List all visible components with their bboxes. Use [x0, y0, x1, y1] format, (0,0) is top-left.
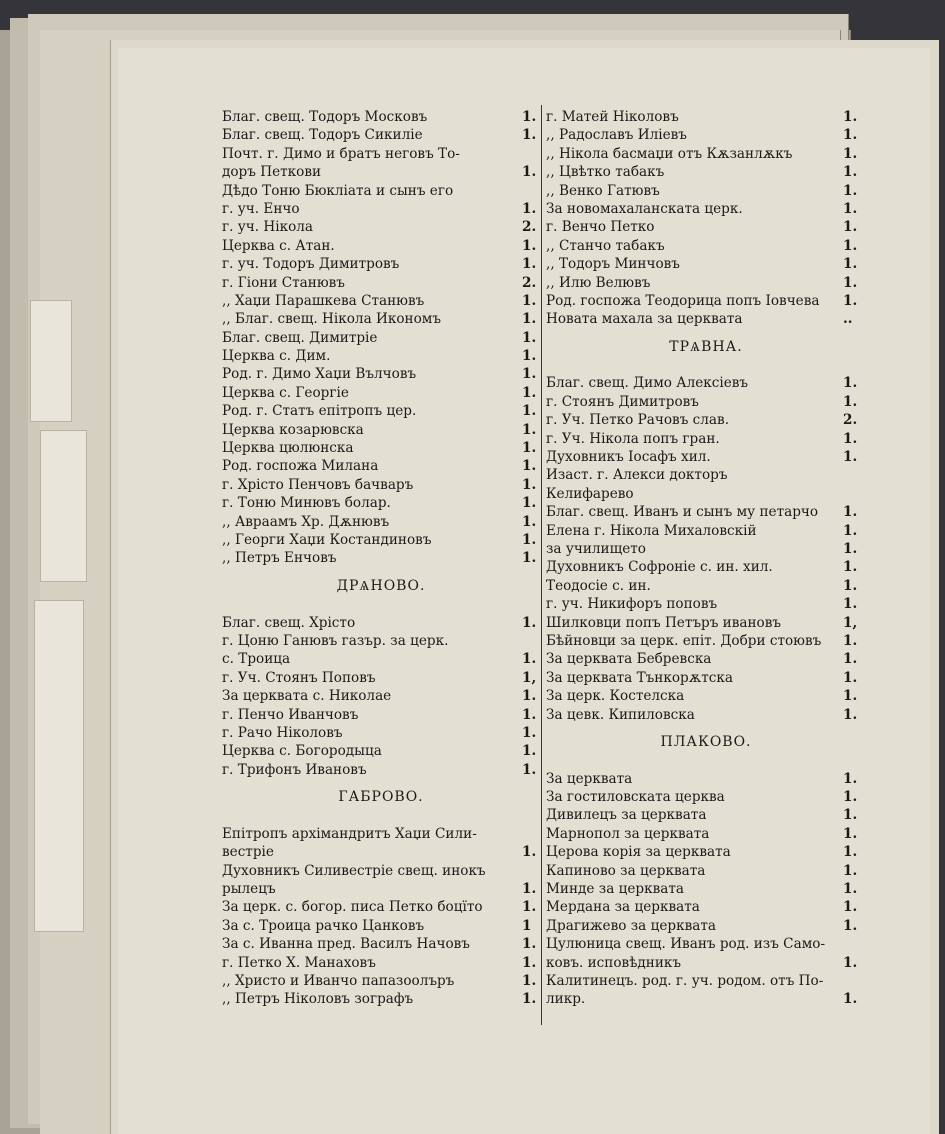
entry-amount: 1. [522, 311, 537, 328]
entry-amount: 1. [522, 109, 537, 125]
entry-name: ,, Авраамъ Хр. Дѫнювъ [222, 513, 390, 530]
entry-amount: 1. [522, 476, 537, 493]
entry-name: Почт. г. Димо и братъ неговъ То- [222, 145, 460, 162]
ledger-entry [222, 163, 540, 181]
entry-amount: 1. [522, 954, 537, 971]
section-heading: ГАБРОВО. [338, 789, 424, 806]
entry-name: г. Хрісто Пенчовъ бачваръ [222, 476, 414, 493]
section-heading: ДРѦНОВО. [336, 577, 426, 594]
entry-name: За церквата Бебревска [546, 651, 712, 668]
entry-amount: 1. [843, 862, 858, 879]
ledger-entry [222, 218, 540, 236]
entry-name: г. Матей Ніколовъ [546, 109, 679, 125]
ledger-entry [546, 292, 866, 310]
entry-amount: 1 [522, 917, 532, 934]
ledger-entry [546, 200, 866, 218]
ledger-entry [546, 485, 866, 503]
entry-name: Духовникъ Силивестріе свещ. инокъ [222, 862, 486, 879]
entry-name: Елена г. Нікола Михаловскій [546, 522, 757, 539]
entry-name: ,, Венко Гатювъ [546, 182, 660, 199]
entry-amount: .. [843, 311, 853, 328]
ledger-entry [222, 549, 540, 567]
ledger-entry [546, 880, 866, 898]
ledger-entry [222, 742, 540, 760]
entry-amount: 1. [522, 237, 537, 254]
entry-amount: 1. [522, 743, 537, 760]
ledger-entry [546, 374, 866, 392]
entry-amount: 1. [522, 688, 537, 705]
spacer [546, 724, 866, 733]
entry-name: ликр. [546, 991, 586, 1008]
entry-name: ,, Благ. свещ. Нікола Икономъ [222, 311, 441, 328]
entry-amount: 1, [522, 669, 537, 686]
ledger-entry [222, 825, 540, 843]
entry-name: г. Тоню Минювъ болар. [222, 495, 391, 512]
entry-name: Благ. свещ. Тодоръ Московъ [222, 109, 428, 125]
ledger-entry [222, 347, 540, 365]
entry-name: Церква с. Богородыца [222, 743, 382, 760]
ledger-entry [546, 650, 866, 668]
ledger-entry [546, 843, 866, 861]
entry-amount: 1. [522, 458, 537, 475]
entry-amount: 1. [843, 540, 858, 557]
entry-amount: 1. [843, 393, 858, 410]
entry-name: ,, Георги Хаџи Костандиновъ [222, 531, 432, 548]
ledger-entry [546, 182, 866, 200]
entry-name: г. Цоню Ганювъ газър. за церк. [222, 632, 449, 649]
ledger-entry [222, 108, 540, 126]
entry-amount: 1. [522, 724, 537, 741]
entry-name: г. уч. Нікола [222, 219, 314, 236]
ledger-entry [546, 540, 866, 558]
entry-name: Церква цюлюнска [222, 440, 354, 457]
entry-amount: 1. [843, 182, 858, 199]
entry-name: Минде за церквата [546, 881, 684, 898]
ledger-entry [546, 108, 866, 126]
entry-amount: 1. [522, 761, 537, 778]
ledger-entry [546, 145, 866, 163]
entry-amount: 1. [522, 899, 537, 916]
ledger-entry [222, 972, 540, 990]
entry-amount: 1. [522, 440, 537, 457]
ledger-entry [546, 577, 866, 595]
entry-name: ,, Петръ Енчовъ [222, 550, 337, 567]
entry-name: г. Венчо Петко [546, 219, 655, 236]
ledger-entry [546, 990, 866, 1008]
ledger-entry [222, 898, 540, 916]
ledger-entry [222, 513, 540, 531]
ledger-entry [222, 761, 540, 779]
entry-amount: 1. [843, 109, 858, 125]
ledger-entry [222, 935, 540, 953]
paper-tab [34, 600, 84, 932]
ledger-entry [222, 650, 540, 668]
entry-name: ,, Цвѣтко табакъ [546, 164, 665, 181]
entry-amount: 1. [843, 706, 858, 723]
entry-name: Изаст. г. Алекси докторъ [546, 467, 728, 484]
ledger-entry [222, 145, 540, 163]
ledger-entry [546, 595, 866, 613]
entry-name: Благ. свещ. Тодоръ Сикиліе [222, 127, 423, 144]
entry-name: Теодосіе с. ин. [546, 577, 651, 594]
ledger-entry [546, 163, 866, 181]
entry-amount: 1. [843, 292, 858, 309]
entry-name: Род. госпожа Теодорица попъ Іовчева [546, 292, 820, 309]
ledger-entry [546, 310, 866, 328]
paper-tab [30, 300, 72, 422]
entry-name: Келифарево [546, 485, 634, 502]
entry-name: ,, Станчо табакъ [546, 237, 665, 254]
ledger-entry [546, 898, 866, 916]
entry-name: доръ Петкови [222, 164, 322, 181]
entry-name: ,, Радославъ Иліевъ [546, 127, 687, 144]
ledger-entry [222, 292, 540, 310]
entry-amount: 1. [522, 513, 537, 530]
entry-name: г. Уч. Нікола попъ гран. [546, 430, 720, 447]
entry-amount: 1. [843, 522, 858, 539]
spacer [222, 806, 540, 824]
entry-name: Епітропъ архімандритъ Хаџи Сили- [222, 825, 477, 842]
entry-name: За церквата [546, 770, 633, 787]
entry-name: за училището [546, 540, 646, 557]
entry-amount: 1. [843, 596, 858, 613]
ledger-entry [222, 706, 540, 724]
entry-amount: 1. [522, 531, 537, 548]
entry-amount: 2. [522, 219, 537, 236]
entry-name: вестріе [222, 844, 274, 861]
ledger-entry [546, 669, 866, 687]
ledger-entry [222, 439, 540, 457]
entry-name: Благ. свещ. Димо Алексіевъ [546, 375, 749, 392]
ledger-entry [222, 632, 540, 650]
entry-name: г. Уч. Стоянъ Поповъ [222, 669, 376, 686]
entry-amount: 1. [522, 292, 537, 309]
ledger-entry [222, 880, 540, 898]
entry-name: ,, Петръ Ніколовъ зографъ [222, 991, 414, 1008]
entry-amount: 1. [843, 200, 858, 217]
entry-name: Дивилецъ за церквата [546, 807, 707, 824]
entry-amount: 1. [843, 577, 858, 594]
entry-name: Мердана за церквата [546, 899, 700, 916]
entry-name: Церква козарювска [222, 421, 364, 438]
ledger-entry [222, 494, 540, 512]
entry-amount: 1. [522, 936, 537, 953]
ledger-entry [546, 237, 866, 255]
ledger-entry [222, 200, 540, 218]
ledger-entry [546, 448, 866, 466]
ledger-entry [546, 632, 866, 650]
entry-name: ковъ. исповѣдникъ [546, 954, 682, 971]
entry-name: Духовникъ Іосафъ хил. [546, 449, 711, 466]
entry-amount: 1. [843, 145, 858, 162]
ledger-entry [546, 522, 866, 540]
entry-name: Калитинецъ. род. г. уч. родом. отъ По- [546, 972, 824, 989]
entry-name: Марнопол за церквата [546, 825, 710, 842]
entry-name: г. уч. Енчо [222, 200, 300, 217]
entry-name: Духовникъ Софроніе с. ин. хил. [546, 559, 773, 576]
spacer [222, 595, 540, 613]
ledger-entry [222, 402, 540, 420]
entry-amount: 1. [522, 550, 537, 567]
ledger-entry [222, 255, 540, 273]
entry-name: Капиново за церквата [546, 862, 706, 879]
entry-amount: 1. [843, 164, 858, 181]
entry-amount: 1. [843, 449, 858, 466]
ledger-entry [222, 862, 540, 880]
entry-name: За церк. с. богор. писа Петко боцїто [222, 899, 483, 916]
entry-amount: 1. [522, 403, 537, 420]
ledger-entry [222, 310, 540, 328]
entry-amount: 1. [843, 651, 858, 668]
entry-amount: 1. [522, 256, 537, 273]
entry-name: г. Уч. Петко Рачовъ слав. [546, 412, 730, 429]
ledger-entry [546, 614, 866, 632]
paper-tab [40, 430, 87, 582]
entry-name: ,, Хаџи Парашкева Станювъ [222, 292, 425, 309]
entry-amount: 1. [843, 844, 858, 861]
ledger-entry [546, 862, 866, 880]
ledger-entry [546, 558, 866, 576]
entry-amount: 1. [843, 789, 858, 806]
entry-name: Род. г. Димо Хаџи Вълчовъ [222, 366, 417, 383]
entry-name: Бѣйновци за церк. епіт. Добри стоювъ [546, 632, 822, 649]
entry-name: ,, Илю Велювъ [546, 274, 651, 291]
entry-name: г. Гіони Станювъ [222, 274, 345, 291]
ledger-entry [546, 972, 866, 990]
entry-amount: 1. [843, 770, 858, 787]
entry-name: Церова корія за церквата [546, 844, 731, 861]
entry-name: За новомахаланската церк. [546, 200, 743, 217]
entry-name: За с. Иванна пред. Василъ Начовъ [222, 936, 470, 953]
left-column [222, 108, 540, 1009]
ledger-entry [546, 770, 866, 788]
entry-amount: 1. [843, 991, 858, 1008]
ledger-entry [222, 126, 540, 144]
entry-name: г. уч. Тодоръ Димитровъ [222, 256, 400, 273]
entry-amount: 1. [843, 669, 858, 686]
ledger-entry [222, 531, 540, 549]
entry-name: За церквата с. Николае [222, 688, 392, 705]
entry-amount: 1. [843, 504, 858, 521]
ledger-entry [546, 825, 866, 843]
entry-name: Цулюница свещ. Иванъ род. изъ Само- [546, 936, 826, 953]
entry-amount: 1. [522, 881, 537, 898]
entry-amount: 1. [843, 375, 858, 392]
entry-amount: 1. [843, 917, 858, 934]
entry-amount: 1. [843, 825, 858, 842]
ledger-entry [222, 724, 540, 742]
entry-name: Церква с. Атан. [222, 237, 335, 254]
entry-name: ,, Тодоръ Минчовъ [546, 256, 680, 273]
section-heading: ПЛАКОВО. [660, 733, 752, 750]
ledger-entry [546, 126, 866, 144]
entry-name: Драгижево за церквата [546, 917, 716, 934]
entry-amount: 1. [522, 844, 537, 861]
entry-name: г. Рачо Ніколовъ [222, 724, 343, 741]
entry-name: Благ. свещ. Димитріе [222, 329, 378, 346]
ledger-entry [546, 935, 866, 953]
entry-name: Благ. свещ. Иванъ и сынъ му петарчо [546, 504, 819, 521]
ledger-entry [222, 182, 540, 200]
entry-name: Шилковци попъ Петъръ ивановъ [546, 614, 782, 631]
entry-amount: 1. [522, 495, 537, 512]
ledger-entry [222, 669, 540, 687]
entry-name: Дѣдо Тоню Бюкліата и сынъ его [222, 182, 454, 199]
entry-name: За церквата Тънкорѫтска [546, 669, 733, 686]
entry-amount: 1. [522, 972, 537, 989]
column-divider [541, 105, 542, 1025]
ledger-entry [222, 329, 540, 347]
entry-amount: 1. [522, 991, 537, 1008]
entry-amount: 1. [522, 421, 537, 438]
ledger-entry [222, 990, 540, 1008]
ledger-entry [546, 954, 866, 972]
entry-amount: 2. [522, 274, 537, 291]
ledger-entry [546, 411, 866, 429]
entry-name: Род. госпожа Милана [222, 458, 379, 475]
entry-name: г. Стоянъ Димитровъ [546, 393, 699, 410]
ledger-entry [546, 393, 866, 411]
ledger-entry [546, 255, 866, 273]
ledger-entry [546, 274, 866, 292]
entry-amount: 1. [843, 219, 858, 236]
entry-name: Церква с. Дим. [222, 348, 331, 365]
entry-amount: 1. [522, 651, 537, 668]
spacer [546, 329, 866, 338]
ledger-entry [222, 274, 540, 292]
entry-amount: 1. [843, 632, 858, 649]
ledger-entry [222, 843, 540, 861]
entry-amount: 1. [522, 348, 537, 365]
entry-name: Благ. свещ. Хрісто [222, 614, 356, 631]
ledger-entry [222, 954, 540, 972]
entry-name: рылецъ [222, 881, 276, 898]
ledger-entry [546, 430, 866, 448]
entry-amount: 1. [843, 274, 858, 291]
right-column [546, 108, 866, 1009]
entry-amount: 1. [522, 329, 537, 346]
spacer [222, 568, 540, 577]
entry-name: с. Троица [222, 651, 291, 668]
entry-amount: 2. [843, 412, 858, 429]
entry-amount: 1. [843, 127, 858, 144]
ledger-entry [222, 687, 540, 705]
entry-amount: 1. [522, 706, 537, 723]
ledger-entry [222, 614, 540, 632]
spacer [546, 751, 866, 769]
entry-amount: 1. [843, 881, 858, 898]
entry-name: ,, Нікола басмаџи отъ Кѫзанлѫкъ [546, 145, 793, 162]
entry-amount: 1. [843, 430, 858, 447]
entry-amount: 1. [522, 127, 537, 144]
entry-name: ,, Христо и Иванчо папазоолъръ [222, 972, 455, 989]
entry-name: Род. г. Статъ епітропъ цер. [222, 403, 417, 420]
entry-name: За цевк. Кипиловска [546, 706, 695, 723]
entry-amount: 1. [522, 614, 537, 631]
entry-name: г. Трифонъ Ивановъ [222, 761, 367, 778]
entry-amount: 1. [843, 256, 858, 273]
entry-name: г. Пенчо Иванчовъ [222, 706, 359, 723]
ledger-entry [546, 466, 866, 484]
ledger-entry [222, 476, 540, 494]
spacer [222, 779, 540, 788]
entry-amount: 1. [522, 200, 537, 217]
entry-amount: 1. [843, 807, 858, 824]
ledger-entry [222, 457, 540, 475]
entry-name: За гостиловската церква [546, 789, 725, 806]
entry-amount: 1. [843, 688, 858, 705]
ledger-entry [546, 788, 866, 806]
entry-name: г. Петко Х. Манаховъ [222, 954, 376, 971]
entry-name: За с. Троица рачко Цанковъ [222, 917, 425, 934]
entry-amount: 1, [843, 614, 858, 631]
ledger-entry [546, 806, 866, 824]
entry-name: Новата махала за церквата [546, 311, 743, 328]
ledger-entry [546, 687, 866, 705]
ledger-entry [222, 365, 540, 383]
ledger-entry [222, 917, 540, 935]
ledger-entry [546, 917, 866, 935]
ledger-entry [546, 503, 866, 521]
ledger-entry [546, 218, 866, 236]
entry-amount: 1. [843, 559, 858, 576]
entry-amount: 1. [522, 164, 537, 181]
entry-name: Церква с. Георгіе [222, 384, 349, 401]
entry-amount: 1. [843, 237, 858, 254]
entry-amount: 1. [522, 384, 537, 401]
entry-name: г. уч. Никифоръ поповъ [546, 596, 718, 613]
entry-amount: 1. [522, 366, 537, 383]
ledger-entry [222, 421, 540, 439]
entry-amount: 1. [843, 954, 858, 971]
ledger-entry [222, 237, 540, 255]
paper-tabs [30, 300, 90, 940]
ledger-entry [546, 706, 866, 724]
section-heading: ТРѦВНА. [669, 338, 743, 355]
spacer [546, 356, 866, 374]
ledger-entry [222, 384, 540, 402]
entry-amount: 1. [843, 899, 858, 916]
entry-name: За церк. Костелска [546, 688, 685, 705]
